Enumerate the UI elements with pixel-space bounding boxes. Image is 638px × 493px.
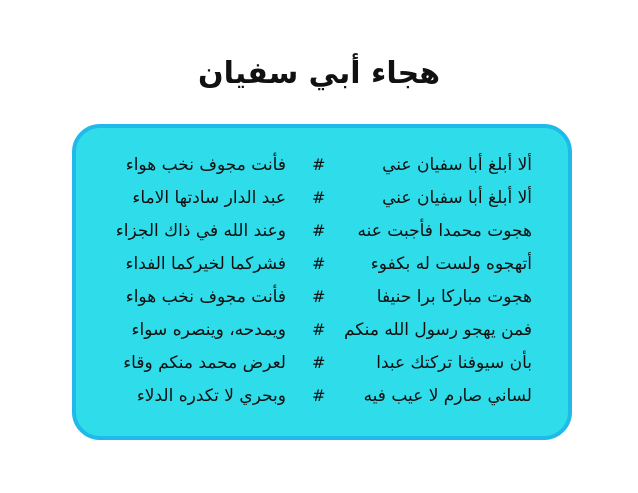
verse-second-hemistich: ويمدحه، وينصره سواء [131,320,286,340]
verse-second-hemistich: فشركما لخيركما الفداء [125,254,286,274]
verse-first-hemistich: ألا أبلغ أبا سفيان عني [382,188,532,208]
verse-first-hemistich: لساني صارم لا عيب فيه [363,386,532,406]
verse-second-hemistich: فأنت مجوف نخب هواء [125,155,286,175]
verse-separator: # [312,386,326,405]
verse-separator: # [312,320,326,339]
verse-line [76,282,568,312]
verse-first-hemistich: ألا أبلغ أبا سفيان عني [382,155,532,175]
verse-line [76,381,568,411]
page-title: هجاء أبي سفيان [197,56,441,91]
verse-line [76,315,568,345]
verse-line [76,183,568,213]
verse-separator: # [312,155,326,174]
verse-second-hemistich: وعند الله في ذاك الجزاء [115,221,286,241]
verse-line [76,249,568,279]
verse-separator: # [312,221,326,240]
verse-first-hemistich: هجوت مباركا برا حنيفا [376,287,532,307]
verse-line [76,150,568,180]
verse-separator: # [312,254,326,273]
verse-first-hemistich: بأن سيوفنا تركتك عبدا [376,353,532,373]
verse-second-hemistich: لعرض محمد منكم وقاء [123,353,286,373]
verse-separator: # [312,287,326,306]
poem-box [72,124,572,440]
verse-first-hemistich: فمن يهجو رسول الله منكم [343,320,532,340]
verse-second-hemistich: وبحري لا تكدره الدلاء [136,386,286,406]
verse-first-hemistich: أتهجوه ولست له بكفوء [370,254,532,274]
verse-second-hemistich: عبد الدار سادتها الاماء [132,188,286,208]
verse-separator: # [312,353,326,372]
verse-separator: # [312,188,326,207]
verse-first-hemistich: هجوت محمدا فأجبت عنه [357,221,532,241]
verse-line [76,348,568,378]
verse-second-hemistich: فأنت مجوف نخب هواء [125,287,286,307]
verse-line [76,216,568,246]
